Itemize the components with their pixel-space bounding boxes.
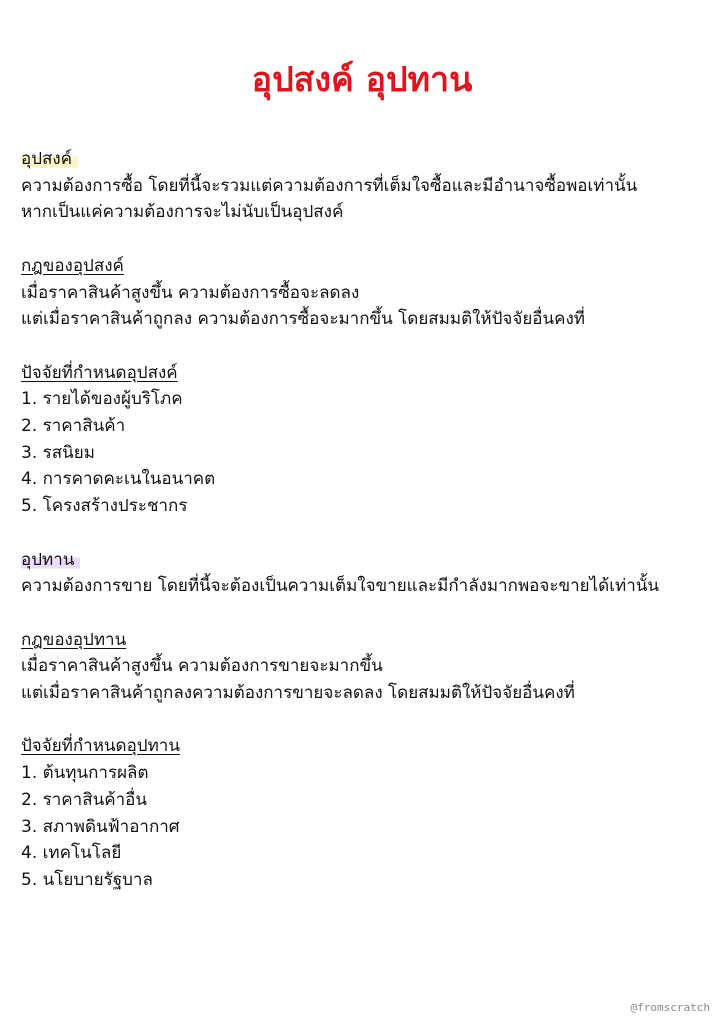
list-item: 5. โครงสร้างประชากร xyxy=(21,496,188,517)
demand-factors-list xyxy=(21,386,718,520)
document-body xyxy=(21,146,718,894)
spacer xyxy=(21,520,718,547)
demand-law-line-2: แต่เมื่อราคาสินค้าถูกลง ความต้องการซื้อจะมากขึ้น โดยสมมติให้ปัจจัยอื่นคงที่ xyxy=(21,309,586,330)
list-item: 5. นโยบายรัฐบาล xyxy=(21,869,153,890)
demand-law-heading: กฎของอุปสงค์ xyxy=(21,255,124,276)
supply-law-heading: กฎของอุปทาน xyxy=(21,629,127,650)
spacer xyxy=(21,707,718,734)
list-item: 1. รายได้ของผู้บริโภค xyxy=(21,389,183,410)
list-item: 2. ราคาสินค้าอื่น xyxy=(21,789,147,810)
page-title: อุปสงค์ อุปทาน xyxy=(251,60,473,100)
supply-law-line-1: เมื่อราคาสินค้าสูงขึ้น ความต้องการขายจะมากขึ้น xyxy=(21,656,383,677)
supply-factors-heading: ปัจจัยที่กำหนดอุปทาน xyxy=(21,736,180,757)
list-item: 4. การคาดคะเนในอนาคต xyxy=(21,469,216,490)
demand-definition-line-1: ความต้องการซื้อ โดยที่นี้จะรวมแต่ความต้องการที่เต็มใจซื้อและมีอำนาจซื้อพอเท่านั้น xyxy=(21,175,638,196)
demand-section xyxy=(21,146,718,520)
demand-heading xyxy=(21,146,718,173)
demand-heading-text: อุปสงค์ xyxy=(21,149,78,169)
list-item: 3. รสนิยม xyxy=(21,442,95,463)
spacer xyxy=(21,333,718,360)
list-item: 3. สภาพดินฟ้าอากาศ xyxy=(21,816,180,837)
supply-definition-line-1: ความต้องการขาย โดยที่นี้จะต้องเป็นความเต็มใจขายและมีกำลังมากพอจะขายได้เท่านั้น xyxy=(21,576,660,597)
watermark: @fromscratch xyxy=(630,1001,710,1014)
list-item: 2. ราคาสินค้า xyxy=(21,416,126,436)
supply-section xyxy=(21,547,718,894)
demand-definition-line-2: หากเป็นแค่ความต้องการจะไม่นับเป็นอุปสงค์ xyxy=(21,202,344,223)
supply-heading-text: อุปทาน xyxy=(21,550,80,570)
spacer xyxy=(21,226,718,253)
supply-heading xyxy=(21,547,718,574)
spacer xyxy=(21,600,718,627)
supply-factors-list xyxy=(21,760,718,894)
demand-law-line-1: เมื่อราคาสินค้าสูงขึ้น ความต้องการซื้อจะลดลง xyxy=(21,282,360,303)
demand-factors-heading: ปัจจัยที่กำหนดอุปสงค์ xyxy=(21,362,178,383)
supply-law-line-2: แต่เมื่อราคาสินค้าถูกลงความต้องการขายจะลดลง โดยสมมติให้ปัจจัยอื่นคงที่ xyxy=(21,683,575,703)
list-item: 4. เทคโนโลยี xyxy=(21,843,122,864)
list-item: 1. ต้นทุนการผลิต xyxy=(21,763,149,784)
